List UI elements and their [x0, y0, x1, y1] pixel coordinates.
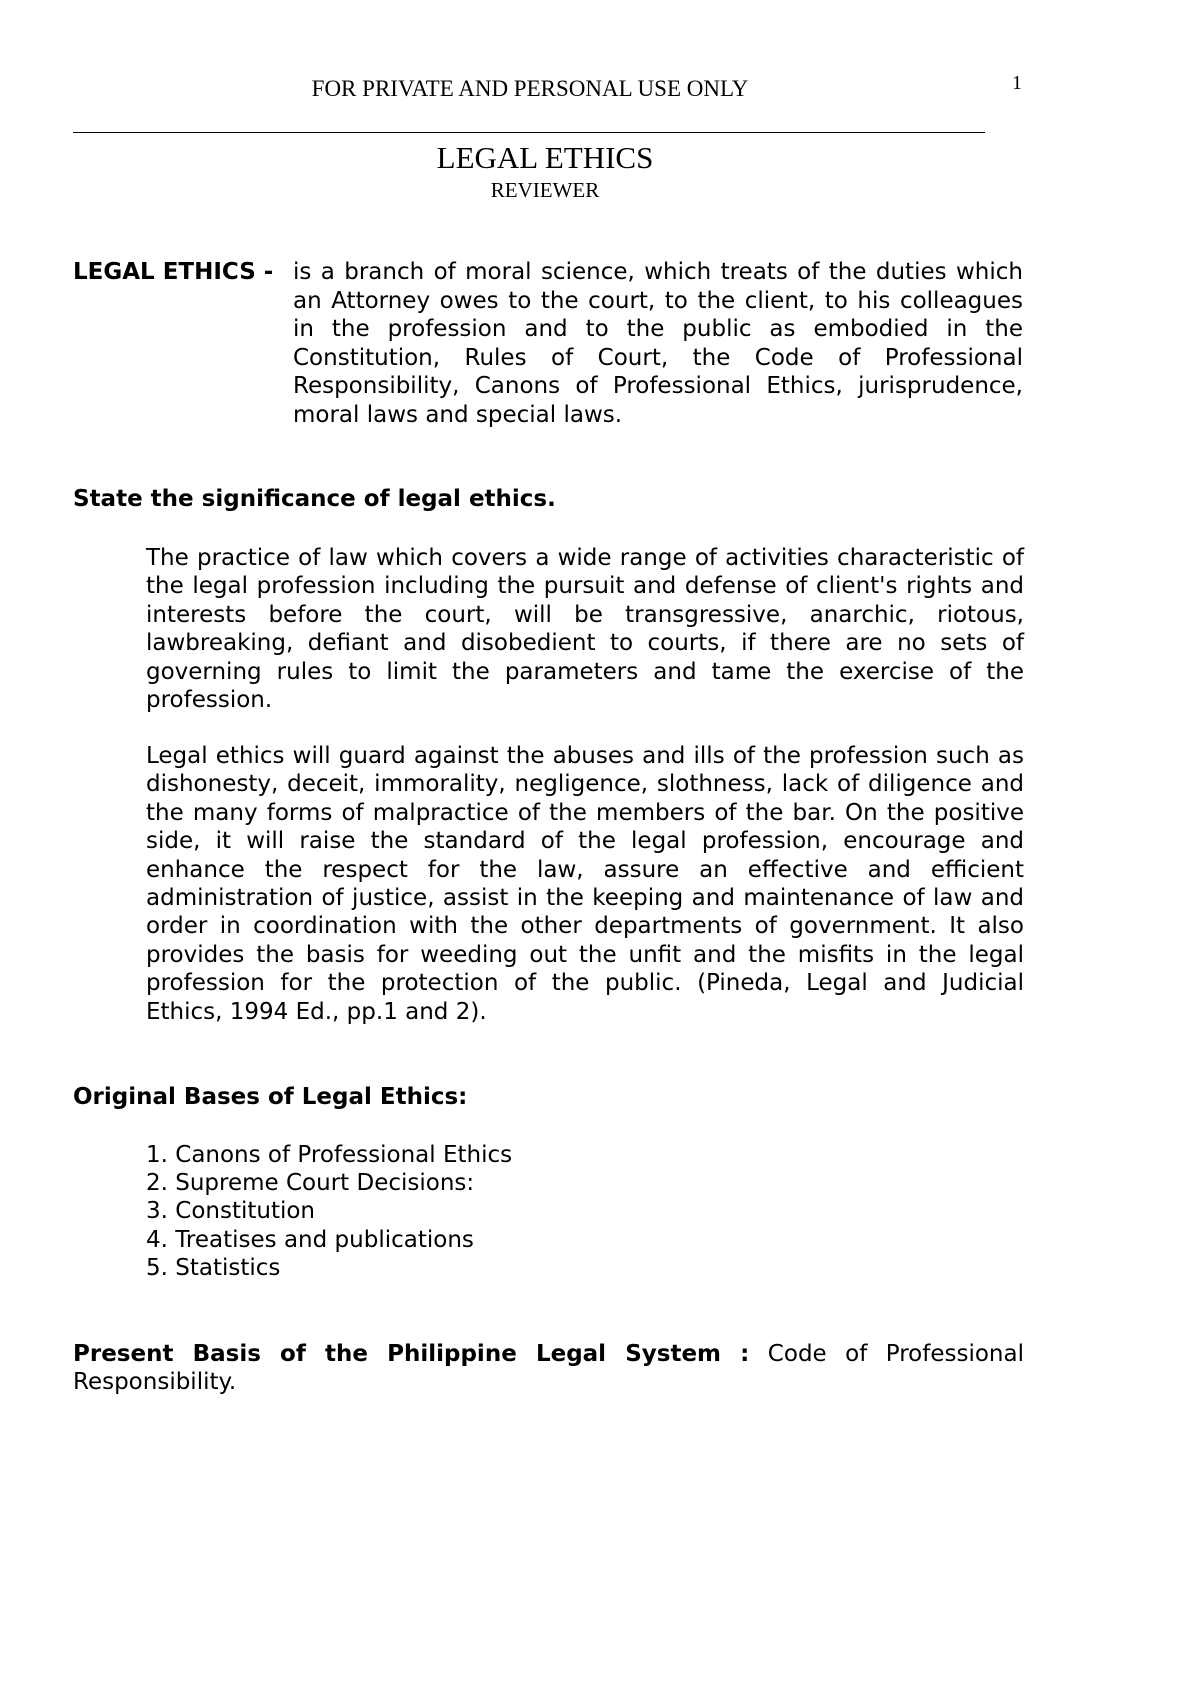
bases-list — [146, 1141, 512, 1282]
significance-paragraph-2: Legal ethics will guard against the abuses and ills of the profession such as dishonesty, deceit, immorality, negligence, slothness, lack of diligence and the many forms of malpractice of the members of the bar. On the positive side, it will raise the standard of the legal profession, encourage and enhance the respect for the law, assure an effective and efficient administration of justice, assist in the keeping and maintenance of law and order in coordination with the other departments of government. It also provides the basis for weeding out the unfit and the misfits in the legal profession for the protection of the public. (Pineda, Legal and Judicial Ethics, 1994 Ed., pp.1 and 2). — [146, 743, 1024, 1025]
list-item: 1. Canons of Professional Ethics — [146, 1142, 513, 1168]
present-basis — [73, 1340, 1024, 1397]
significance-paragraph-1: The practice of law which covers a wide range of activities characteristic of the legal profession including the pursuit and defense of client's rights and interests before the court, will be transgressive, anarchic, riotous, lawbreaking, defiant and disobedient to courts, if there are no sets of governing rules to limit the parameters and tame the exercise of the profession. — [146, 545, 1024, 714]
significance-heading: State the significance of legal ethics. — [73, 486, 556, 512]
header-rule — [73, 132, 985, 133]
definition-text: is a branch of moral science, which treats of the duties which an Attorney owes to the court, to the client, to his colleagues in the profession and to the public as embodied in the Constitution, Rules of Court, the Code of Professional Responsibility, Canons of Professional Ethics, jurisprudence, moral laws and special laws. — [293, 259, 1023, 428]
document-subtitle: REVIEWER — [490, 178, 600, 202]
bases-heading: Original Bases of Legal Ethics: — [73, 1084, 468, 1110]
present-basis-text: Code of Professional Responsibility. — [73, 1341, 1024, 1396]
header-banner: FOR PRIVATE AND PERSONAL USE ONLY — [311, 76, 749, 101]
list-item: 2. Supreme Court Decisions: — [146, 1170, 475, 1197]
list-item: 5. Statistics — [146, 1254, 281, 1281]
list-item: 4. Treatises and publications — [146, 1226, 474, 1253]
present-basis-label: Present Basis of the Philippine Legal System : — [73, 1341, 750, 1367]
document-title: LEGAL ETHICS — [436, 140, 654, 175]
page-number: 1 — [1012, 72, 1022, 94]
definition-term: LEGAL ETHICS - — [73, 259, 274, 285]
list-item: 3. Constitution — [146, 1198, 316, 1225]
